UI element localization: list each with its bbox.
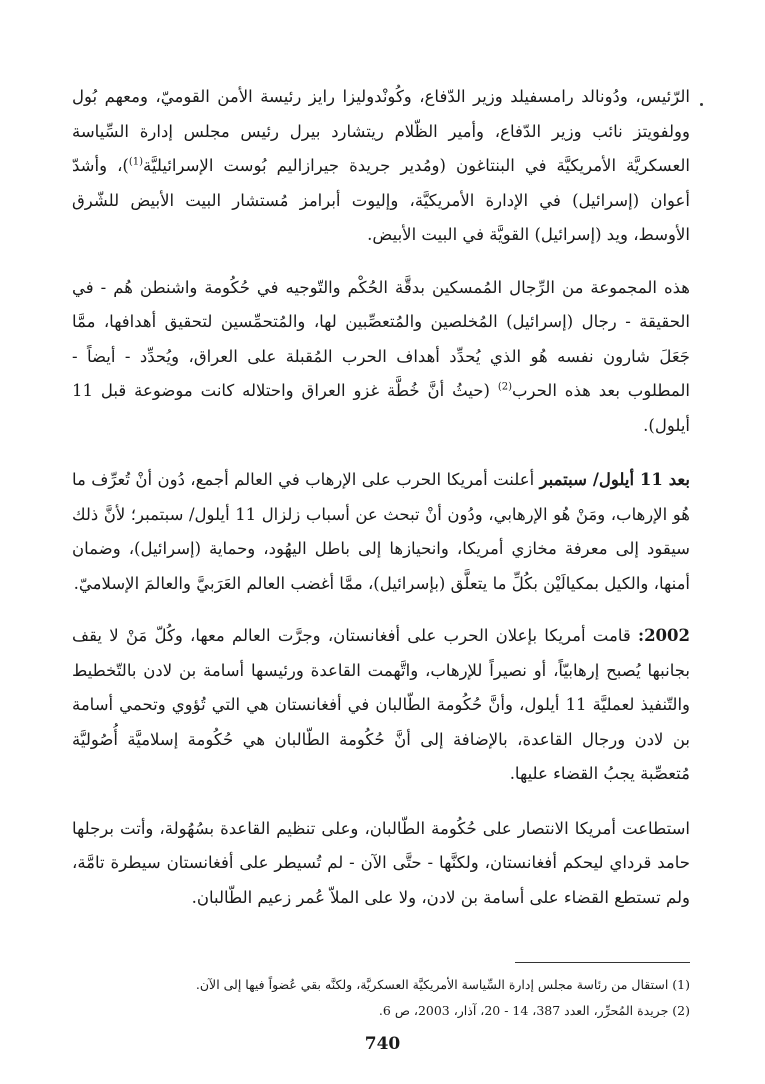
footnotes [75,972,690,1024]
paragraph-4 [72,619,690,792]
paragraph-1-text-b: )، وأشدّ أعوان (إسرائيل) في الإدارة الأمريكيَّة، وإليوت أبرامز مُستشار البيت الأبيض للشّرق الأوسط، ويد (إسرائيل) القويَّة في البيت الأبيض. [72,156,690,244]
paragraph-3-text: أعلنت أمريكا الحرب على الإرهاب في العالم أجمع، دُون أنْ تُعرِّف ما هُو الإرهاب، ومَنْ هُو الإرهابي، ودُون أنْ تبحث عن أسباب زلزال 11 أيلول/ سبتمبر؛ لأنَّ ذلك سيقود إلى معرفة مخازي أمريكا، وانحيازها إلى باطل اليهُود، وحماية (إسرائيل)، وضمان أمنها، والكيل بمكيالَيْن بكُلِّ ما يتعلَّق (بإسرائيل)، ممَّا أغضب العالم العَرَبيَّ والعالمَ الإسلاميّ. [72,470,690,593]
paragraph-1-text-a: الرّئيس، ودُونالد رامسفيلد وزير الدّفاع، وكُونْدوليزا رايز رئيسة الأمن القوميّ، ومعهم بُول وولفويتز نائب وزير الدّفاع، وأمير الظّلام ريتشارد بيرل رئيس مجلس إدارة السِّياسة العسكريَّة الأمريكيَّة في البنتاغون (ومُدير جريدة جيرازاليم بُوست الإسرائيليَّة [72,87,691,175]
page-number: 740 [364,1034,401,1054]
paragraph-2 [72,271,690,444]
footnote-2: (2) جريدة المُحرِّر، العدد 387، 14 - 20، آذار، 2003، ص 6. [378,1003,690,1018]
paragraph-3 [72,463,690,601]
paragraph-4-text: قامت أمريكا بإعلان الحرب على أفغانستان، وجرَّت العالم معها، وكُلّ مَنْ لا يقف بجانبها يُصبح إرهابيّاً، أو نصيراً للإرهاب، واتَّهمت القاعدة ورئيسها أسامة بن لادن بالتّخطيط والتّنفيذ لعمليَّة 11 أيلول، وأنَّ حُكُومة الطّالبان في أفغانستان هي التي تُؤوي وتحمي أسامة بن لادن ورجال القاعدة، بالإضافة إلى أنَّ حُكُومة الطّالبان هي حُكُومة إسلاميَّة أُصُوليَّة مُتعصِّبة يجبُ القضاء عليها. [72,626,691,783]
paragraph-5-text: استطاعت أمريكا الانتصار على حُكُومة الطّالبان، وعلى تنظيم القاعدة بسُهُولة، وأتت برجلها حامد قرداي ليحكم أفغانستان، ولكنَّها - حتَّى الآن - لم تُسيطر على أفغانستان سيطرة تامَّة، ولم تستطع القضاء على أسامة بن لادن، ولا على الملاّ عُمر زعيم الطّالبان. [72,818,690,907]
footnote-divider [515,962,690,963]
page-body [72,80,690,928]
paragraph-2-text-b: (حيثُ أنَّ خُطَّة غزو العراق واحتلاله كانت موضوعة قبل 11 أيلول). [72,381,690,435]
paragraph-3-lead: بعد 11 أيلول/ سبتمبر [539,470,690,489]
paragraph-1 [72,80,690,253]
footnote-ref-2[interactable]: (2) [497,381,513,393]
footnote-1: (1) استقال من رئاسة مجلس إدارة السِّياسة الأمريكيَّة العسكريَّة، ولكنَّه بقي عُضواً فيها إلى الآن. [195,977,690,992]
paragraph-2-text-a: هذه المجموعة من الرِّجال المُمسكين بدقَّة الحُكْم والتّوجيه في حُكُومة واشنطن هُم - في الحقيقة - رجال (إسرائيل) المُخلصين والمُتعصِّبين لها، والمُتحمِّسين لتحقيق أهدافها، ممَّا جَعَلَ شارون نفسه هُو الذي يُحدِّد أهداف الحرب المُقبلة على العراق، ويُحدِّد - أيضاً - المطلوب بعد هذه الحرب [72,277,691,400]
paragraph-4-lead: 2002: [637,626,690,645]
paragraph-5 [72,812,690,916]
stray-mark [700,103,703,106]
footnote-ref-1[interactable]: (1) [128,156,144,168]
